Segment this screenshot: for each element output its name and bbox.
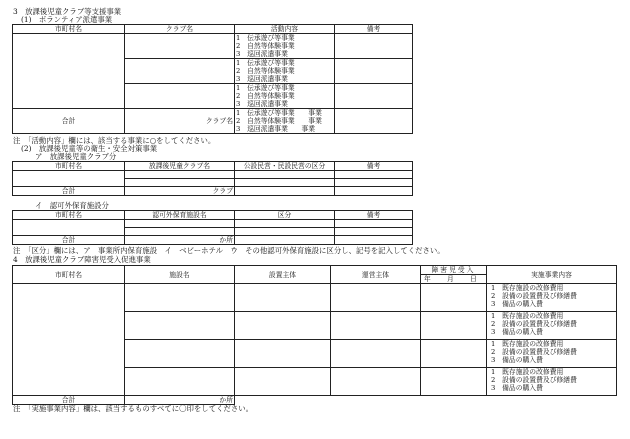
cell-acceptance-date[interactable] — [421, 284, 487, 312]
cell-founder[interactable] — [235, 368, 331, 396]
col-club-name: 放課後児童クラブ名 — [125, 162, 235, 171]
cell-club[interactable] — [125, 84, 235, 109]
table-volunteer — [12, 24, 413, 134]
note-project-content: 注 「実施事業内容」欄は、該当するものすべてに〇印をしてください。 — [13, 404, 254, 413]
cell-operator[interactable] — [331, 368, 421, 396]
col-club: クラブ名 — [125, 25, 235, 34]
col-project-content: 実施事業内容 — [487, 266, 617, 284]
note-activity: 注 「活動内容」欄には、該当する事業に○をしてください。 — [13, 136, 216, 145]
col-facility-name: 施設名 — [125, 266, 235, 284]
section3-heading: 3 放課後児童クラブ等支援事業 — [13, 7, 122, 16]
cell-founder[interactable] — [235, 340, 331, 368]
cell-project-content[interactable]: 1 既存施設の改修費用 2 設備の設置費及び修繕費 3 備品の購入費 — [487, 340, 617, 368]
table-afterschool-club — [12, 161, 413, 196]
col-remarks: 備考 — [335, 162, 413, 171]
cell-remarks[interactable] — [335, 34, 413, 59]
cell-founder[interactable] — [235, 284, 331, 312]
section4-heading: 4 放課後児童クラブ障害児受入促進事業 — [13, 255, 151, 264]
cell-project-content[interactable]: 1 既存施設の改修費用 2 設備の設置費及び修繕費 3 備品の購入費 — [487, 312, 617, 340]
section3-sub2: (2) 放課後児童等の衛生・安全対策事業 — [21, 144, 158, 153]
cell-founder[interactable] — [235, 312, 331, 340]
note-category: 注 「区分」欄には、ア 事業所内保育施設 イ ベビーホテル ウ その他認可外保育施設に区分し、記号を記入してください。 — [13, 246, 445, 255]
total-club-label: クラブ名 — [125, 109, 235, 134]
cell-municipality[interactable] — [13, 34, 125, 109]
cell-category[interactable] — [235, 220, 335, 228]
cell-facility-name[interactable] — [125, 312, 235, 340]
total-remarks[interactable] — [335, 109, 413, 134]
total-label: 合計 — [13, 187, 125, 196]
col-municipality: 市町村名 — [13, 211, 125, 220]
cell-remarks[interactable] — [335, 84, 413, 109]
cell-club-name[interactable] — [125, 171, 235, 179]
col-founder: 設置主体 — [235, 266, 331, 284]
cell-club-name[interactable] — [125, 179, 235, 187]
cell-remarks[interactable] — [335, 228, 413, 236]
cell-municipality[interactable] — [13, 171, 125, 187]
cell-remarks[interactable] — [335, 59, 413, 84]
total-unit: クラブ — [125, 187, 235, 196]
col-acceptance-date: 年 月 日 — [421, 275, 487, 284]
total-label: 合計 — [13, 236, 125, 245]
col-category: 区分 — [235, 211, 335, 220]
cell-facility-name[interactable] — [125, 228, 235, 236]
cell-acceptance-date[interactable] — [421, 340, 487, 368]
col-activity: 活動内容 — [235, 25, 335, 34]
col-remarks: 備考 — [335, 211, 413, 220]
cell-facility-name[interactable] — [125, 220, 235, 228]
cell-activity[interactable]: 1 伝承遊び等事業 2 自然等体験事業 3 巡回派遣事業 — [235, 84, 335, 109]
total-label: 合計 — [13, 396, 125, 405]
cell-ownership[interactable] — [235, 171, 335, 179]
cell-acceptance-date[interactable] — [421, 368, 487, 396]
total-remarks[interactable] — [335, 236, 413, 245]
cell-ownership[interactable] — [235, 179, 335, 187]
cell-operator[interactable] — [331, 340, 421, 368]
cell-facility-name[interactable] — [125, 368, 235, 396]
cell-remarks[interactable] — [335, 171, 413, 179]
cell-category[interactable] — [235, 228, 335, 236]
cell-operator[interactable] — [331, 284, 421, 312]
total-category[interactable] — [235, 236, 335, 245]
cell-project-content[interactable]: 1 既存施設の改修費用 2 設備の設置費及び修繕費 3 備品の購入費 — [487, 368, 617, 396]
table-unlicensed-facility — [12, 210, 413, 245]
col-municipality: 市町村名 — [13, 266, 125, 284]
cell-acceptance-date[interactable] — [421, 312, 487, 340]
section3-sub2a: ア 放課後児童クラブ分 — [35, 152, 117, 161]
col-ownership: 公設民営・民設民営の区分 — [235, 162, 335, 171]
col-operator: 運営主体 — [331, 266, 421, 284]
col-acceptance: 障害児受入 — [421, 266, 487, 275]
cell-activity[interactable]: 1 伝承遊び等事業 2 自然等体験事業 3 巡回派遣事業 — [235, 34, 335, 59]
cell-project-content[interactable]: 1 既存施設の改修費用 2 設備の設置費及び修繕費 3 備品の購入費 — [487, 284, 617, 312]
cell-municipality[interactable] — [13, 220, 125, 236]
cell-club[interactable] — [125, 34, 235, 59]
total-ownership[interactable] — [235, 187, 335, 196]
cell-facility-name[interactable] — [125, 340, 235, 368]
cell-operator[interactable] — [331, 312, 421, 340]
cell-remarks[interactable] — [335, 220, 413, 228]
cell-municipality[interactable] — [13, 284, 125, 396]
section3-sub2b: イ 認可外保育施設分 — [35, 201, 109, 210]
total-remarks[interactable] — [335, 187, 413, 196]
col-facility-name: 認可外保育施設名 — [125, 211, 235, 220]
table-disabled-children — [12, 265, 617, 405]
total-activity: 1 伝承遊び等事業 事業 2 自然等体験事業 事業 3 巡回派遣事業 事業 — [235, 109, 335, 134]
col-remarks: 備考 — [335, 25, 413, 34]
cell-activity[interactable]: 1 伝承遊び等事業 2 自然等体験事業 3 巡回派遣事業 — [235, 59, 335, 84]
total-label: 合計 — [13, 109, 125, 134]
cell-remarks[interactable] — [335, 179, 413, 187]
cell-facility-name[interactable] — [125, 284, 235, 312]
section3-sub1: (1) ボランティア派遣事業 — [21, 15, 113, 24]
cell-club[interactable] — [125, 59, 235, 84]
total-unit: か所 — [125, 396, 235, 405]
total-unit: か所 — [125, 236, 235, 245]
col-municipality: 市町村名 — [13, 25, 125, 34]
col-municipality: 市町村名 — [13, 162, 125, 171]
total-blank — [235, 396, 617, 405]
